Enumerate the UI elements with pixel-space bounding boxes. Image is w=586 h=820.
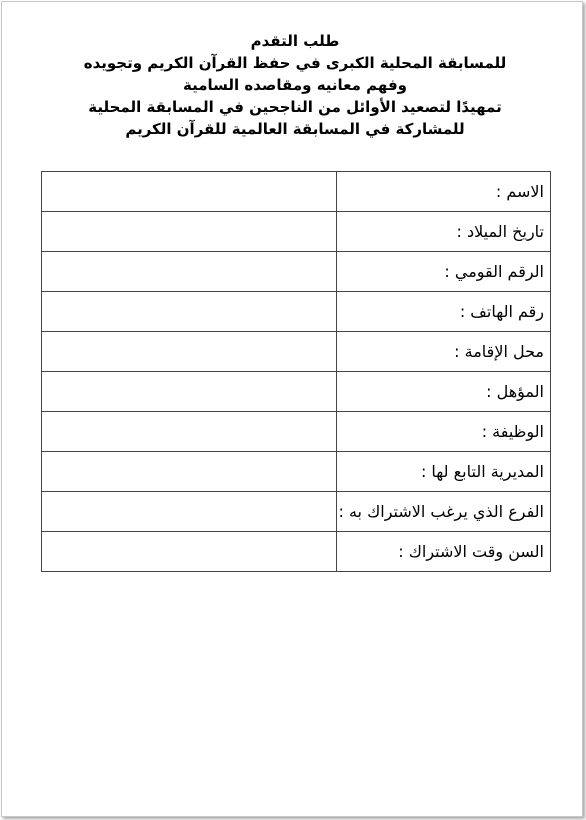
form-row-branch [42, 492, 551, 532]
field-label-name: الاسم : [337, 172, 551, 212]
header-line-5: للمشاركة في المسابقة العالمية للقرآن الكريم [125, 120, 465, 138]
field-value-birth-date[interactable] [42, 212, 337, 252]
form-row-qualification [42, 372, 551, 412]
document-header [82, 30, 508, 140]
field-label-birth-date: تاريخ الميلاد : [337, 212, 551, 252]
field-value-qualification[interactable] [42, 372, 337, 412]
header-line-4: تمهيدًا لتصعيد الأوائل من الناجحين في المسابقة المحلية [88, 98, 502, 116]
application-form-table [41, 171, 551, 572]
field-value-residence[interactable] [42, 332, 337, 372]
field-value-name[interactable] [42, 172, 337, 212]
field-label-job: الوظيفة : [337, 412, 551, 452]
header-line-3: وفهم معانيه ومقاصده السامية [183, 76, 407, 94]
field-value-job[interactable] [42, 412, 337, 452]
header-title: طلب التقدم [250, 32, 340, 50]
field-value-age[interactable] [42, 532, 337, 572]
form-row-directorate [42, 452, 551, 492]
field-label-phone: رقم الهاتف : [337, 292, 551, 332]
field-value-branch[interactable] [42, 492, 337, 532]
form-row-name [42, 172, 551, 212]
field-label-branch: الفرع الذي يرغب الاشتراك به : [337, 492, 551, 532]
field-label-age: السن وقت الاشتراك : [337, 532, 551, 572]
form-row-job [42, 412, 551, 452]
form-row-birth-date [42, 212, 551, 252]
header-line-2: للمسابقة المحلية الكبرى في حفظ القرآن الكريم وتجويده [83, 54, 507, 72]
field-label-national-id: الرقم القومي : [337, 252, 551, 292]
form-row-national-id [42, 252, 551, 292]
form-row-residence [42, 332, 551, 372]
field-value-directorate[interactable] [42, 452, 337, 492]
field-label-qualification: المؤهل : [337, 372, 551, 412]
field-value-phone[interactable] [42, 292, 337, 332]
field-value-national-id[interactable] [42, 252, 337, 292]
form-row-phone [42, 292, 551, 332]
field-label-residence: محل الإقامة : [337, 332, 551, 372]
field-label-directorate: المديرية التابع لها : [337, 452, 551, 492]
form-row-age [42, 532, 551, 572]
